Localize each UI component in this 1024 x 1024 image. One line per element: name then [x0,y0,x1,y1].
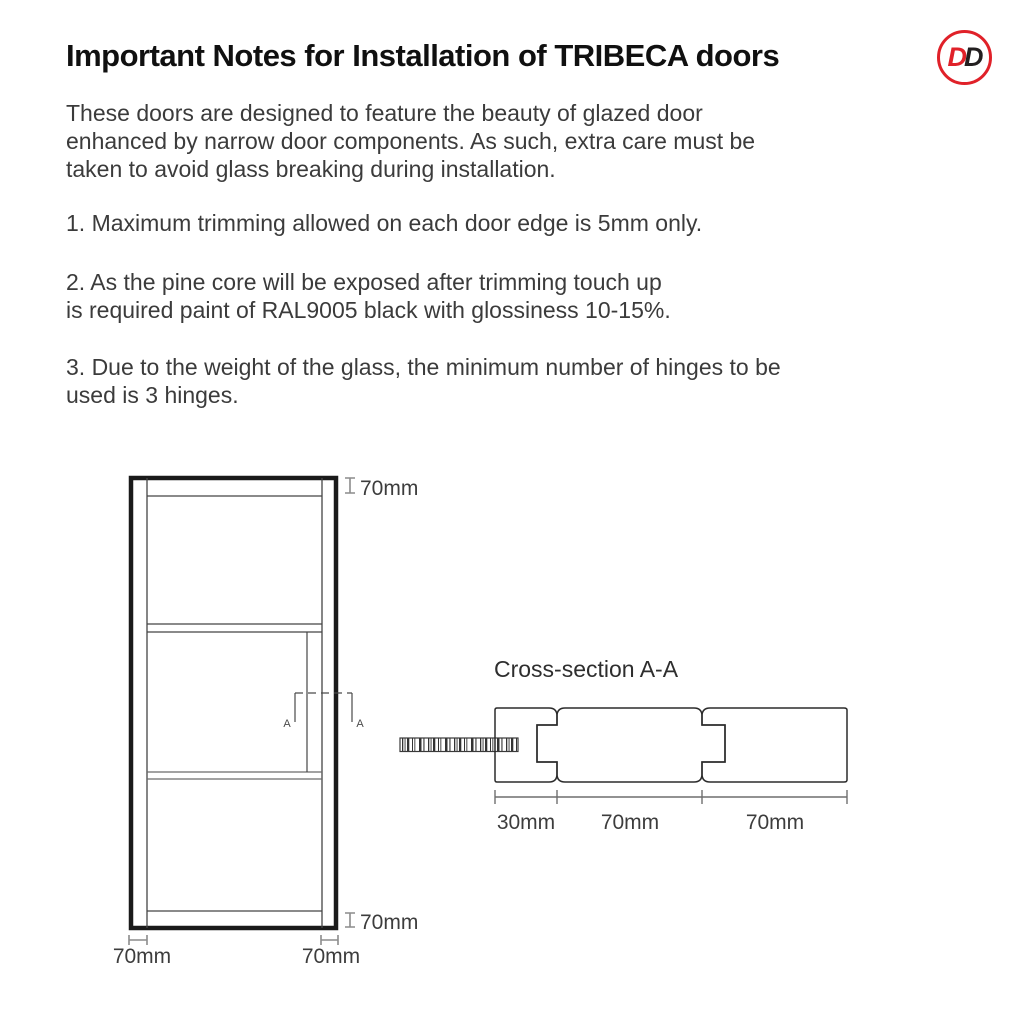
dim-label-bead: 30mm [496,811,556,834]
page-title: Important Notes for Installation of TRIBECA doors [66,38,780,73]
intro-line-2: enhanced by narrow door components. As such, extra care must be [66,128,756,154]
intro-line-1: These doors are designed to feature the beauty of glazed door [66,100,703,126]
intro-line-3: taken to avoid glass breaking during installation. [66,156,556,182]
section-mark-right-label: A [356,718,364,730]
dim-label-top-rail: 70mm [360,477,419,500]
note-1 [66,209,702,237]
dim-label-left-stile: 70mm [112,945,172,968]
section-mark-left-label: A [283,718,291,730]
glass-pane [400,738,518,752]
door-elevation [113,477,419,968]
technical-diagram [0,440,1024,1024]
glass-hatch [400,738,518,752]
cross-section-aa [400,656,847,834]
dim-label-frame: 70mm [745,811,805,834]
logo-letter-d1: D [947,42,965,72]
note-3-line-1: 3. Due to the weight of the glass, the minimum number of hinges to be [66,354,781,380]
dim-bracket-left-stile [129,935,147,945]
note-3-line-2: used is 3 hinges. [66,382,239,408]
dim-label-bottom-rail: 70mm [360,911,419,934]
logo-letter-d2: D [964,42,982,72]
door-outline [131,478,336,928]
dim-bracket-right-stile [321,935,338,945]
dim-label-stile: 70mm [600,811,660,834]
note-2 [66,268,671,324]
note-1-line-1: 1. Maximum trimming allowed on each door edge is 5mm only. [66,210,703,236]
dim-bracket-top-rail [345,478,355,493]
intro-paragraph [66,99,755,183]
brand-logo [937,30,992,85]
note-2-line-2: is required paint of RAL9005 black with glossiness 10-15%. [66,297,671,323]
dim-bracket-bottom-rail [345,913,355,927]
note-2-line-1: 2. As the pine core will be exposed after trimming touch up [66,269,662,295]
dim-label-right-stile: 70mm [301,945,361,968]
cross-section-dim-line [495,790,847,804]
section-stile-70mm [537,708,725,782]
note-3 [66,353,781,409]
section-frame-70mm [702,708,847,782]
cross-section-title: Cross-section A-A [494,656,679,682]
